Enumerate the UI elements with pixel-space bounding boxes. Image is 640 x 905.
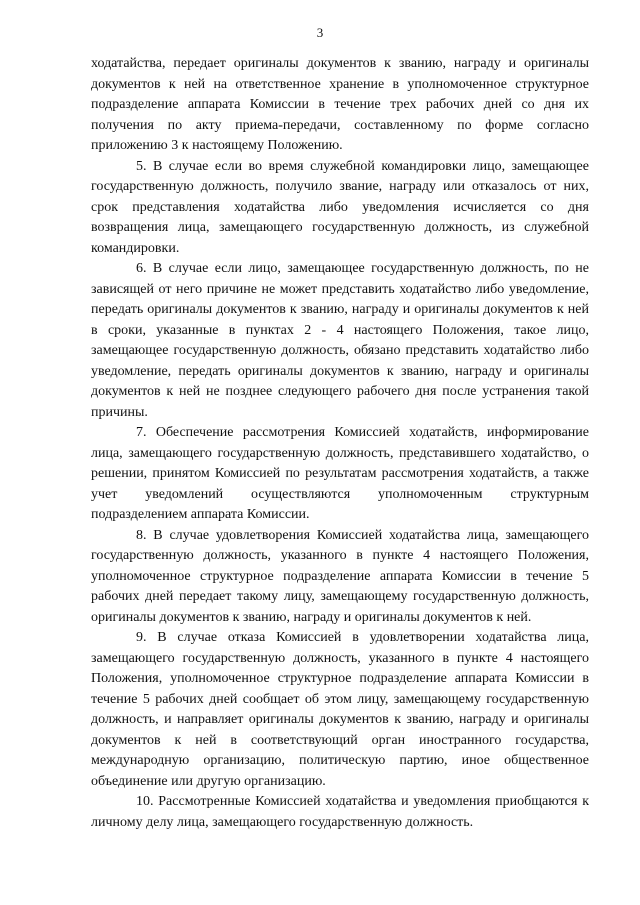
paragraph-continuation: ходатайства, передает оригиналы документов к званию, награду и оригиналы документов к ней на ответственное хранение в уполномоченное структурное подразделение аппарата Комиссии в течение трех рабочих дней со дня их получения по акту приема-передачи, составленному по форме согласно приложению 3 к настоящему Положению. bbox=[91, 56, 589, 153]
paragraph-item-9: 9. В случае отказа Комиссией в удовлетворении ходатайства лица, замещающего государственную должность, указанного в пункте 4 настоящего Положения, уполномоченное структурное подразделение аппарата Комиссии в течение 5 рабочих дней сообщает об этом лицу, замещающему государственную должность, и направляет оригиналы документов к званию, награду и оригиналы документов к ней в соответствующий орган иностранного государства, международную организацию, политическую партию, иное общественное объединение или другую организацию. bbox=[91, 630, 589, 789]
paragraph-item-6: 6. В случае если лицо, замещающее государственную должность, по не зависящей от него причине не может представить ходатайство либо уведомление, передать оригиналы документов к званию, награду и оригиналы документов к ней в сроки, указанные в пунктах 2 - 4 настоящего Положения, такое лицо, замещающее государственную должность, обязано представить ходатайство либо уведомление, передать оригиналы документов к званию, награду и оригиналы документов к ней не позднее следующего рабочего дня после устранения такой причины. bbox=[91, 261, 589, 420]
paragraph-item-8: 8. В случае удовлетворения Комиссией ходатайства лица, замещающего государственную должность, указанного в пункте 4 настоящего Положения, уполномоченное структурное подразделение аппарата Комиссии в течение 5 рабочих дней передает такому лицу, замещающему государственную должность, оригиналы документов к званию, награду и оригиналы документов к ней. bbox=[91, 527, 589, 625]
document-body bbox=[91, 54, 589, 833]
page-number: 3 bbox=[316, 25, 324, 40]
paragraph-item-5: 5. В случае если во время служебной командировки лицо, замещающее государственную должность, получило звание, награду или отказалось от них, срок представления ходатайства либо уведомления исчисляется со дня возвращения лица, замещающего государственную должность, из служебной командировки. bbox=[91, 158, 589, 256]
paragraph-item-7: 7. Обеспечение рассмотрения Комиссией ходатайств, информирование лица, замещающего государственную должность, представившего ходатайство, о решении, принятом Комиссией по результатам рассмотрения ходатайств, а также учет уведомлений осуществляются уполномоченным структурным подразделением аппарата Комиссии. bbox=[91, 425, 589, 522]
paragraph-item-10: 10. Рассмотренные Комиссией ходатайства и уведомления приобщаются к личному делу лица, замещающего государственную должность. bbox=[91, 794, 589, 830]
